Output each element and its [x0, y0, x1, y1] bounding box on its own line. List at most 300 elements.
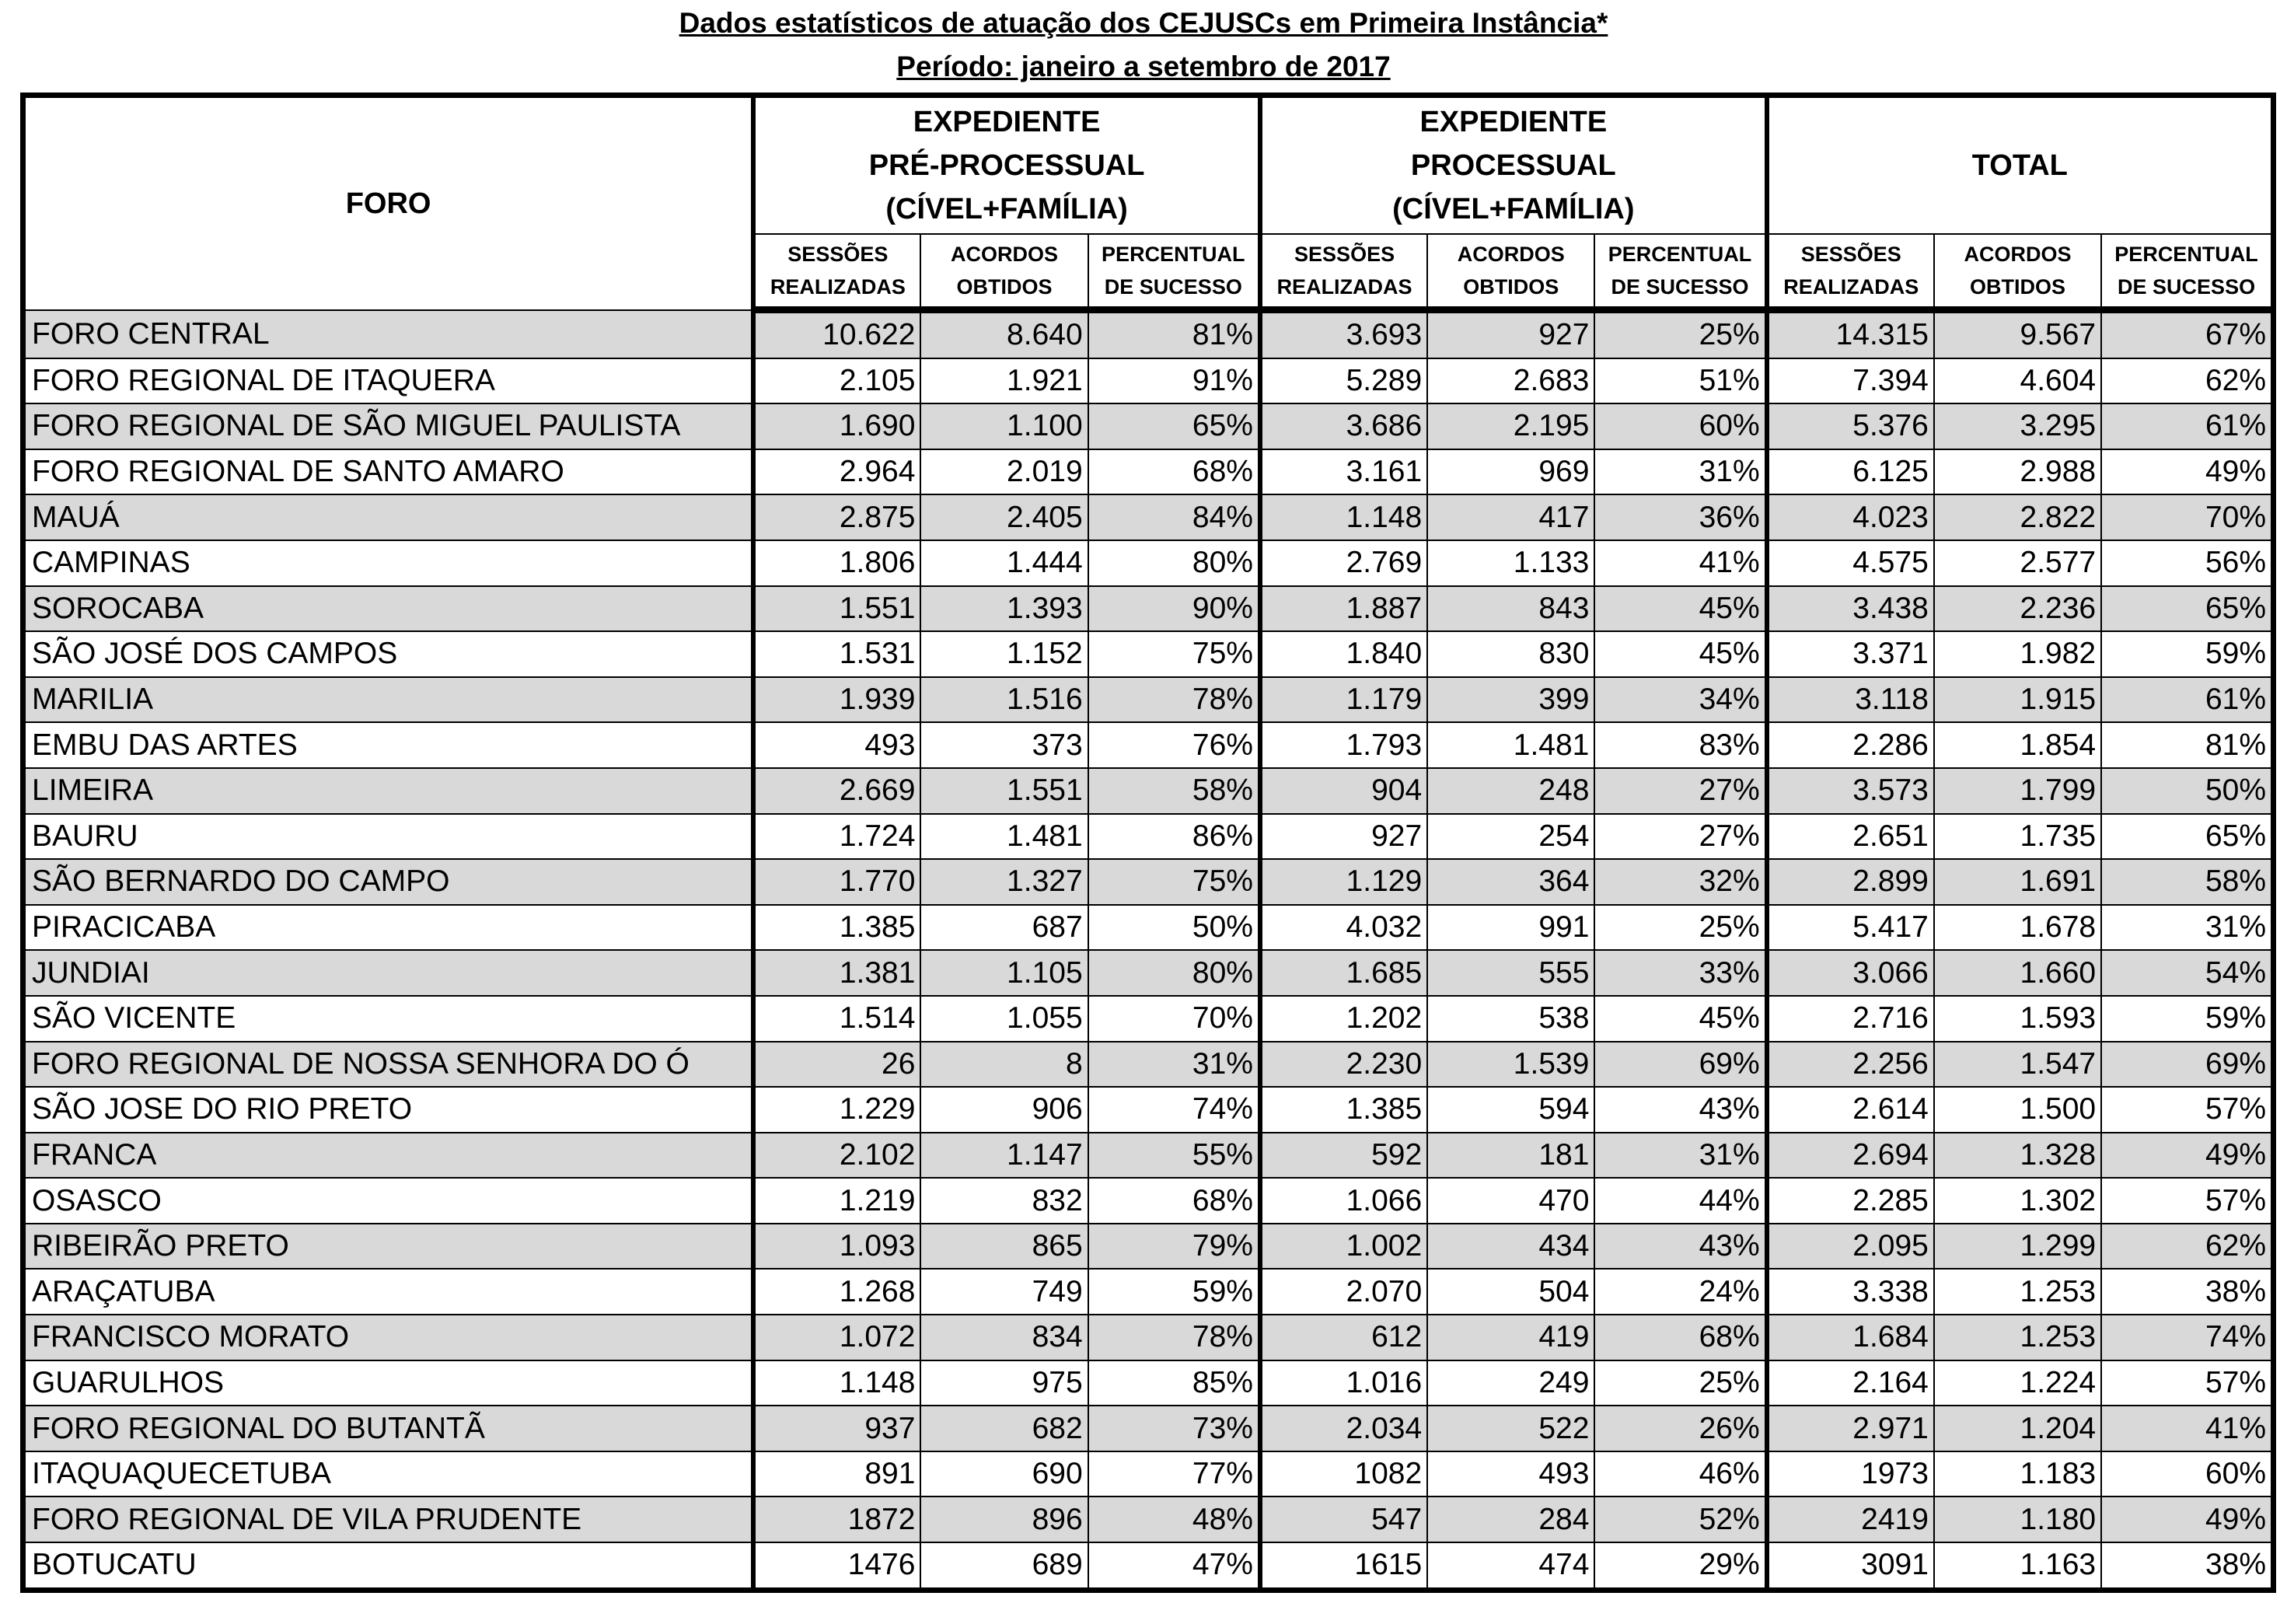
cell-total-percentual-de-sucesso: 54% [2101, 950, 2273, 996]
cell-pre-percentual-de-sucesso: 68% [1088, 1178, 1260, 1224]
table-row [23, 1497, 2274, 1542]
cell-total-sessoes-realizadas: 2.694 [1767, 1133, 1934, 1179]
cell-total-acordos-obtidos: 1.328 [1934, 1133, 2101, 1179]
cell-pre-acordos-obtidos: 1.921 [920, 358, 1088, 404]
cell-pre-acordos-obtidos: 1.481 [920, 814, 1088, 860]
cell-proc-acordos-obtidos: 1.539 [1427, 1042, 1594, 1088]
cell-proc-sessoes-realizadas: 1.066 [1260, 1178, 1427, 1224]
cell-total-sessoes-realizadas: 3.118 [1767, 677, 1934, 723]
cell-pre-percentual-de-sucesso: 68% [1088, 449, 1260, 495]
foro-name: FORO CENTRAL [23, 310, 754, 358]
table-row [23, 1042, 2274, 1088]
foro-name: ITAQUAQUECETUBA [23, 1451, 754, 1497]
cell-pre-acordos-obtidos: 1.444 [920, 540, 1088, 586]
cell-total-sessoes-realizadas: 2.286 [1767, 722, 1934, 768]
cell-pre-sessoes-realizadas: 1.229 [753, 1087, 920, 1133]
cell-proc-percentual-de-sucesso: 45% [1594, 996, 1766, 1042]
cell-proc-percentual-de-sucesso: 46% [1594, 1451, 1766, 1497]
cell-total-acordos-obtidos: 1.691 [1934, 859, 2101, 905]
cell-total-percentual-de-sucesso: 65% [2101, 586, 2273, 632]
header-processual [1260, 96, 1767, 235]
cell-pre-acordos-obtidos: 865 [920, 1224, 1088, 1270]
cell-total-sessoes-realizadas: 6.125 [1767, 449, 1934, 495]
subheader-line: PERCENTUAL [1102, 243, 1245, 266]
cell-pre-acordos-obtidos: 1.100 [920, 403, 1088, 449]
cell-proc-percentual-de-sucesso: 60% [1594, 403, 1766, 449]
document-subtitle: Período: janeiro a setembro de 2017 [896, 51, 1391, 82]
cell-proc-percentual-de-sucesso: 26% [1594, 1406, 1766, 1451]
table-row [23, 494, 2274, 540]
cell-pre-percentual-de-sucesso: 78% [1088, 677, 1260, 723]
cell-total-acordos-obtidos: 1.253 [1934, 1315, 2101, 1360]
cell-pre-sessoes-realizadas: 891 [753, 1451, 920, 1497]
cell-total-sessoes-realizadas: 4.575 [1767, 540, 1934, 586]
cell-proc-sessoes-realizadas: 3.693 [1260, 310, 1427, 358]
cell-pre-percentual-de-sucesso: 76% [1088, 722, 1260, 768]
cell-proc-percentual-de-sucesso: 45% [1594, 586, 1766, 632]
cell-proc-percentual-de-sucesso: 25% [1594, 1360, 1766, 1406]
cell-pre-acordos-obtidos: 1.551 [920, 768, 1088, 814]
cell-pre-sessoes-realizadas: 1.690 [753, 403, 920, 449]
cell-proc-acordos-obtidos: 417 [1427, 494, 1594, 540]
subheader-line: SESSÕES [1800, 243, 1901, 266]
header-foro: FORO [23, 96, 754, 310]
cell-proc-percentual-de-sucesso: 32% [1594, 859, 1766, 905]
cell-pre-percentual-de-sucesso: 85% [1088, 1360, 1260, 1406]
header-pre-line-3: (CÍVEL+FAMÍLIA) [885, 193, 1128, 225]
cell-proc-sessoes-realizadas: 1.385 [1260, 1087, 1427, 1133]
cell-proc-acordos-obtidos: 504 [1427, 1269, 1594, 1315]
cell-pre-percentual-de-sucesso: 59% [1088, 1269, 1260, 1315]
cell-pre-percentual-de-sucesso: 48% [1088, 1497, 1260, 1542]
cell-pre-acordos-obtidos: 690 [920, 1451, 1088, 1497]
cell-proc-sessoes-realizadas: 1.148 [1260, 494, 1427, 540]
table-row [23, 1406, 2274, 1451]
subheader-line: OBTIDOS [1463, 275, 1559, 299]
cell-pre-acordos-obtidos: 687 [920, 905, 1088, 951]
cell-total-percentual-de-sucesso: 62% [2101, 358, 2273, 404]
cell-total-acordos-obtidos: 1.593 [1934, 996, 2101, 1042]
cell-pre-acordos-obtidos: 8 [920, 1042, 1088, 1088]
table-row [23, 1178, 2274, 1224]
cell-proc-acordos-obtidos: 254 [1427, 814, 1594, 860]
cell-total-sessoes-realizadas: 3.438 [1767, 586, 1934, 632]
subheader-line: ACORDOS [1964, 243, 2072, 266]
cell-proc-acordos-obtidos: 434 [1427, 1224, 1594, 1270]
subheader-line: DE SUCESSO [1611, 275, 1749, 299]
cell-total-percentual-de-sucesso: 62% [2101, 1224, 2273, 1270]
cell-proc-percentual-de-sucesso: 68% [1594, 1315, 1766, 1360]
subheader-line: ACORDOS [1457, 243, 1565, 266]
cell-proc-acordos-obtidos: 2.195 [1427, 403, 1594, 449]
cell-proc-sessoes-realizadas: 1.840 [1260, 631, 1427, 677]
cell-total-percentual-de-sucesso: 69% [2101, 1042, 2273, 1088]
cell-proc-acordos-obtidos: 181 [1427, 1133, 1594, 1179]
cell-total-sessoes-realizadas: 7.394 [1767, 358, 1934, 404]
cell-proc-sessoes-realizadas: 1.202 [1260, 996, 1427, 1042]
cell-total-sessoes-realizadas: 14.315 [1767, 310, 1934, 358]
table-row [23, 1542, 2274, 1590]
foro-name: FORO REGIONAL DE VILA PRUDENTE [23, 1497, 754, 1542]
table-row [23, 1451, 2274, 1497]
subheader-proc-percentual-de-sucesso [1594, 234, 1766, 310]
foro-name: BOTUCATU [23, 1542, 754, 1590]
cell-total-sessoes-realizadas: 2.614 [1767, 1087, 1934, 1133]
subheader-line: PERCENTUAL [2114, 243, 2258, 266]
cell-total-acordos-obtidos: 3.295 [1934, 403, 2101, 449]
foro-name: BAURU [23, 814, 754, 860]
cell-proc-percentual-de-sucesso: 31% [1594, 1133, 1766, 1179]
cell-proc-sessoes-realizadas: 1.179 [1260, 677, 1427, 723]
cell-pre-acordos-obtidos: 975 [920, 1360, 1088, 1406]
cell-total-percentual-de-sucesso: 49% [2101, 1133, 2273, 1179]
cell-total-percentual-de-sucesso: 57% [2101, 1178, 2273, 1224]
cell-pre-sessoes-realizadas: 1872 [753, 1497, 920, 1542]
cell-proc-acordos-obtidos: 474 [1427, 1542, 1594, 1590]
foro-name: MAUÁ [23, 494, 754, 540]
cell-proc-sessoes-realizadas: 927 [1260, 814, 1427, 860]
table-row [23, 403, 2274, 449]
cell-total-acordos-obtidos: 4.604 [1934, 358, 2101, 404]
cell-pre-sessoes-realizadas: 1.770 [753, 859, 920, 905]
subheader-total-acordos-obtidos [1934, 234, 2101, 310]
cell-pre-percentual-de-sucesso: 78% [1088, 1315, 1260, 1360]
header-pre-processual [753, 96, 1260, 235]
foro-name: EMBU DAS ARTES [23, 722, 754, 768]
cell-proc-acordos-obtidos: 284 [1427, 1497, 1594, 1542]
cell-pre-acordos-obtidos: 2.019 [920, 449, 1088, 495]
statistics-table [20, 93, 2276, 1593]
cell-proc-sessoes-realizadas: 2.230 [1260, 1042, 1427, 1088]
subheader-line: REALIZADAS [1276, 275, 1412, 299]
cell-proc-percentual-de-sucesso: 34% [1594, 677, 1766, 723]
cell-total-sessoes-realizadas: 3.066 [1767, 950, 1934, 996]
foro-name: SÃO JOSÉ DOS CAMPOS [23, 631, 754, 677]
subheader-line: SESSÕES [1294, 243, 1395, 266]
cell-proc-percentual-de-sucesso: 69% [1594, 1042, 1766, 1088]
table-row [23, 449, 2274, 495]
cell-proc-percentual-de-sucesso: 43% [1594, 1224, 1766, 1270]
cell-pre-sessoes-realizadas: 1.381 [753, 950, 920, 996]
cell-total-acordos-obtidos: 9.567 [1934, 310, 2101, 358]
subheader-total-sessoes-realizadas [1767, 234, 1934, 310]
cell-total-percentual-de-sucesso: 70% [2101, 494, 2273, 540]
header-pre-line-1: EXPEDIENTE [913, 106, 1101, 138]
subheader-proc-sessoes-realizadas [1260, 234, 1427, 310]
header-proc-line-1: EXPEDIENTE [1419, 106, 1608, 138]
cell-pre-sessoes-realizadas: 1476 [753, 1542, 920, 1590]
cell-pre-percentual-de-sucesso: 65% [1088, 403, 1260, 449]
cell-total-acordos-obtidos: 2.822 [1934, 494, 2101, 540]
cell-proc-sessoes-realizadas: 592 [1260, 1133, 1427, 1179]
cell-total-sessoes-realizadas: 4.023 [1767, 494, 1934, 540]
cell-total-acordos-obtidos: 1.253 [1934, 1269, 2101, 1315]
cell-proc-sessoes-realizadas: 3.686 [1260, 403, 1427, 449]
cell-proc-sessoes-realizadas: 2.034 [1260, 1406, 1427, 1451]
cell-proc-sessoes-realizadas: 904 [1260, 768, 1427, 814]
cell-total-percentual-de-sucesso: 81% [2101, 722, 2273, 768]
cell-proc-percentual-de-sucesso: 31% [1594, 449, 1766, 495]
cell-pre-percentual-de-sucesso: 77% [1088, 1451, 1260, 1497]
cell-total-percentual-de-sucesso: 49% [2101, 1497, 2273, 1542]
header-pre-line-2: PRÉ-PROCESSUAL [868, 149, 1145, 182]
foro-name: FORO REGIONAL DE SANTO AMARO [23, 449, 754, 495]
cell-total-acordos-obtidos: 1.660 [1934, 950, 2101, 996]
subheader-line: DE SUCESSO [1104, 275, 1242, 299]
cell-pre-sessoes-realizadas: 1.072 [753, 1315, 920, 1360]
cell-total-sessoes-realizadas: 3.371 [1767, 631, 1934, 677]
cell-pre-acordos-obtidos: 1.055 [920, 996, 1088, 1042]
table-row [23, 310, 2274, 358]
cell-proc-sessoes-realizadas: 1.685 [1260, 950, 1427, 996]
foro-name: FORO REGIONAL DE SÃO MIGUEL PAULISTA [23, 403, 754, 449]
cell-proc-acordos-obtidos: 2.683 [1427, 358, 1594, 404]
cell-pre-acordos-obtidos: 1.516 [920, 677, 1088, 723]
cell-total-acordos-obtidos: 1.180 [1934, 1497, 2101, 1542]
cell-pre-sessoes-realizadas: 26 [753, 1042, 920, 1088]
cell-total-percentual-de-sucesso: 31% [2101, 905, 2273, 951]
document-title: Dados estatísticos de atuação dos CEJUSCs em Primeira Instância* [679, 7, 1608, 39]
foro-name: JUNDIAI [23, 950, 754, 996]
cell-proc-percentual-de-sucesso: 51% [1594, 358, 1766, 404]
subheader-line: REALIZADAS [770, 275, 906, 299]
cell-proc-percentual-de-sucesso: 44% [1594, 1178, 1766, 1224]
cell-total-percentual-de-sucesso: 61% [2101, 677, 2273, 723]
foro-name: MARILIA [23, 677, 754, 723]
cell-pre-sessoes-realizadas: 1.385 [753, 905, 920, 951]
cell-total-acordos-obtidos: 2.988 [1934, 449, 2101, 495]
cell-pre-percentual-de-sucesso: 84% [1088, 494, 1260, 540]
cell-total-acordos-obtidos: 1.500 [1934, 1087, 2101, 1133]
cell-proc-sessoes-realizadas: 1.793 [1260, 722, 1427, 768]
subheader-pre-sessoes-realizadas [753, 234, 920, 310]
cell-total-sessoes-realizadas: 2.164 [1767, 1360, 1934, 1406]
cell-pre-percentual-de-sucesso: 81% [1088, 310, 1260, 358]
cell-pre-percentual-de-sucesso: 55% [1088, 1133, 1260, 1179]
cell-proc-percentual-de-sucesso: 29% [1594, 1542, 1766, 1590]
cell-total-acordos-obtidos: 1.204 [1934, 1406, 2101, 1451]
cell-total-sessoes-realizadas: 5.376 [1767, 403, 1934, 449]
subheader-line: SESSÕES [787, 243, 889, 266]
foro-name: FRANCISCO MORATO [23, 1315, 754, 1360]
cell-total-percentual-de-sucesso: 57% [2101, 1360, 2273, 1406]
cell-total-sessoes-realizadas: 3.573 [1767, 768, 1934, 814]
foro-name: ARAÇATUBA [23, 1269, 754, 1315]
cell-total-percentual-de-sucesso: 59% [2101, 996, 2273, 1042]
cell-proc-acordos-obtidos: 364 [1427, 859, 1594, 905]
cell-total-acordos-obtidos: 1.224 [1934, 1360, 2101, 1406]
foro-name: SOROCABA [23, 586, 754, 632]
cell-total-sessoes-realizadas: 2.095 [1767, 1224, 1934, 1270]
cell-total-sessoes-realizadas: 2.256 [1767, 1042, 1934, 1088]
foro-name: FORO REGIONAL DE ITAQUERA [23, 358, 754, 404]
cell-pre-sessoes-realizadas: 1.531 [753, 631, 920, 677]
cell-proc-acordos-obtidos: 248 [1427, 768, 1594, 814]
cell-pre-sessoes-realizadas: 1.806 [753, 540, 920, 586]
table-row [23, 814, 2274, 860]
table-body [23, 310, 2274, 1591]
cell-pre-sessoes-realizadas: 1.551 [753, 586, 920, 632]
table-row [23, 1087, 2274, 1133]
table-row [23, 1133, 2274, 1179]
table-row [23, 631, 2274, 677]
cell-proc-acordos-obtidos: 927 [1427, 310, 1594, 358]
cell-total-acordos-obtidos: 2.577 [1934, 540, 2101, 586]
cell-proc-sessoes-realizadas: 1.887 [1260, 586, 1427, 632]
cell-total-sessoes-realizadas: 1.684 [1767, 1315, 1934, 1360]
table-row [23, 905, 2274, 951]
cell-pre-sessoes-realizadas: 1.724 [753, 814, 920, 860]
cell-total-percentual-de-sucesso: 57% [2101, 1087, 2273, 1133]
table-row [23, 996, 2274, 1042]
cell-total-percentual-de-sucesso: 74% [2101, 1315, 2273, 1360]
foro-name: FRANCA [23, 1133, 754, 1179]
foro-name: SÃO JOSE DO RIO PRETO [23, 1087, 754, 1133]
cell-proc-percentual-de-sucesso: 25% [1594, 905, 1766, 951]
foro-name: SÃO BERNARDO DO CAMPO [23, 859, 754, 905]
foro-name: RIBEIRÃO PRETO [23, 1224, 754, 1270]
cell-total-percentual-de-sucesso: 38% [2101, 1269, 2273, 1315]
cell-total-acordos-obtidos: 1.982 [1934, 631, 2101, 677]
cell-pre-acordos-obtidos: 832 [920, 1178, 1088, 1224]
foro-name: SÃO VICENTE [23, 996, 754, 1042]
table-row [23, 1269, 2274, 1315]
table-row [23, 586, 2274, 632]
cell-total-percentual-de-sucesso: 50% [2101, 768, 2273, 814]
foro-name: PIRACICABA [23, 905, 754, 951]
cell-proc-sessoes-realizadas: 547 [1260, 1497, 1427, 1542]
cell-total-acordos-obtidos: 1.799 [1934, 768, 2101, 814]
cell-proc-percentual-de-sucesso: 45% [1594, 631, 1766, 677]
cell-proc-percentual-de-sucesso: 27% [1594, 814, 1766, 860]
cell-pre-sessoes-realizadas: 1.148 [753, 1360, 920, 1406]
cell-proc-sessoes-realizadas: 1082 [1260, 1451, 1427, 1497]
cell-proc-sessoes-realizadas: 1.129 [1260, 859, 1427, 905]
cell-total-percentual-de-sucesso: 58% [2101, 859, 2273, 905]
subheader-line: OBTIDOS [956, 275, 1053, 299]
cell-pre-percentual-de-sucesso: 80% [1088, 950, 1260, 996]
cell-pre-sessoes-realizadas: 1.268 [753, 1269, 920, 1315]
cell-proc-percentual-de-sucesso: 83% [1594, 722, 1766, 768]
cell-proc-sessoes-realizadas: 1.016 [1260, 1360, 1427, 1406]
cell-total-acordos-obtidos: 1.678 [1934, 905, 2101, 951]
cell-proc-sessoes-realizadas: 1.002 [1260, 1224, 1427, 1270]
cell-pre-acordos-obtidos: 1.147 [920, 1133, 1088, 1179]
cell-total-acordos-obtidos: 2.236 [1934, 586, 2101, 632]
subheader-proc-acordos-obtidos [1427, 234, 1594, 310]
cell-pre-percentual-de-sucesso: 90% [1088, 586, 1260, 632]
cell-proc-acordos-obtidos: 991 [1427, 905, 1594, 951]
cell-proc-acordos-obtidos: 843 [1427, 586, 1594, 632]
cell-total-percentual-de-sucesso: 38% [2101, 1542, 2273, 1590]
cell-pre-acordos-obtidos: 682 [920, 1406, 1088, 1451]
cell-proc-percentual-de-sucesso: 36% [1594, 494, 1766, 540]
cell-pre-acordos-obtidos: 8.640 [920, 310, 1088, 358]
cell-total-sessoes-realizadas: 5.417 [1767, 905, 1934, 951]
cell-proc-percentual-de-sucesso: 33% [1594, 950, 1766, 996]
cell-total-percentual-de-sucesso: 67% [2101, 310, 2273, 358]
cell-total-acordos-obtidos: 1.854 [1934, 722, 2101, 768]
cell-total-acordos-obtidos: 1.163 [1934, 1542, 2101, 1590]
header-group-row [23, 96, 2274, 235]
cell-proc-percentual-de-sucesso: 24% [1594, 1269, 1766, 1315]
cell-pre-percentual-de-sucesso: 91% [1088, 358, 1260, 404]
cell-total-sessoes-realizadas: 2.651 [1767, 814, 1934, 860]
cell-proc-sessoes-realizadas: 3.161 [1260, 449, 1427, 495]
cell-pre-sessoes-realizadas: 10.622 [753, 310, 920, 358]
cell-proc-acordos-obtidos: 419 [1427, 1315, 1594, 1360]
cell-pre-percentual-de-sucesso: 86% [1088, 814, 1260, 860]
subheader-total-percentual-de-sucesso [2101, 234, 2273, 310]
cell-pre-acordos-obtidos: 1.152 [920, 631, 1088, 677]
cell-pre-sessoes-realizadas: 1.219 [753, 1178, 920, 1224]
cell-proc-percentual-de-sucesso: 43% [1594, 1087, 1766, 1133]
subheader-line: OBTIDOS [1969, 275, 2065, 299]
cell-proc-acordos-obtidos: 538 [1427, 996, 1594, 1042]
table-row [23, 1224, 2274, 1270]
cell-total-acordos-obtidos: 1.547 [1934, 1042, 2101, 1088]
cell-pre-percentual-de-sucesso: 75% [1088, 859, 1260, 905]
cell-pre-acordos-obtidos: 2.405 [920, 494, 1088, 540]
cell-pre-sessoes-realizadas: 1.514 [753, 996, 920, 1042]
cell-total-percentual-de-sucesso: 59% [2101, 631, 2273, 677]
cell-total-percentual-de-sucesso: 41% [2101, 1406, 2273, 1451]
foro-name: LIMEIRA [23, 768, 754, 814]
cell-proc-percentual-de-sucesso: 41% [1594, 540, 1766, 586]
cell-proc-acordos-obtidos: 470 [1427, 1178, 1594, 1224]
cell-total-sessoes-realizadas: 2419 [1767, 1497, 1934, 1542]
cell-pre-acordos-obtidos: 834 [920, 1315, 1088, 1360]
cell-pre-acordos-obtidos: 749 [920, 1269, 1088, 1315]
cell-total-sessoes-realizadas: 1973 [1767, 1451, 1934, 1497]
cell-pre-sessoes-realizadas: 2.105 [753, 358, 920, 404]
cell-pre-sessoes-realizadas: 1.939 [753, 677, 920, 723]
cell-proc-acordos-obtidos: 969 [1427, 449, 1594, 495]
header-total: TOTAL [1767, 96, 2274, 235]
cell-total-acordos-obtidos: 1.735 [1934, 814, 2101, 860]
cell-pre-sessoes-realizadas: 937 [753, 1406, 920, 1451]
cell-pre-acordos-obtidos: 1.327 [920, 859, 1088, 905]
cell-proc-sessoes-realizadas: 5.289 [1260, 358, 1427, 404]
cell-pre-percentual-de-sucesso: 58% [1088, 768, 1260, 814]
cell-pre-acordos-obtidos: 373 [920, 722, 1088, 768]
cell-proc-sessoes-realizadas: 4.032 [1260, 905, 1427, 951]
cell-pre-acordos-obtidos: 896 [920, 1497, 1088, 1542]
cell-proc-sessoes-realizadas: 2.070 [1260, 1269, 1427, 1315]
cell-pre-percentual-de-sucesso: 74% [1088, 1087, 1260, 1133]
table-row [23, 1360, 2274, 1406]
cell-pre-sessoes-realizadas: 1.093 [753, 1224, 920, 1270]
cell-proc-sessoes-realizadas: 612 [1260, 1315, 1427, 1360]
cell-total-sessoes-realizadas: 3091 [1767, 1542, 1934, 1590]
table-row [23, 768, 2274, 814]
table-row [23, 722, 2274, 768]
cell-pre-percentual-de-sucesso: 73% [1088, 1406, 1260, 1451]
cell-total-acordos-obtidos: 1.915 [1934, 677, 2101, 723]
cell-proc-acordos-obtidos: 594 [1427, 1087, 1594, 1133]
cell-total-percentual-de-sucesso: 61% [2101, 403, 2273, 449]
cell-proc-acordos-obtidos: 249 [1427, 1360, 1594, 1406]
cell-pre-percentual-de-sucesso: 47% [1088, 1542, 1260, 1590]
cell-pre-sessoes-realizadas: 2.669 [753, 768, 920, 814]
foro-name: FORO REGIONAL DO BUTANTÃ [23, 1406, 754, 1451]
cell-pre-percentual-de-sucesso: 75% [1088, 631, 1260, 677]
foro-name: FORO REGIONAL DE NOSSA SENHORA DO Ó [23, 1042, 754, 1088]
cell-pre-acordos-obtidos: 1.393 [920, 586, 1088, 632]
subheader-line: ACORDOS [951, 243, 1059, 266]
cell-pre-sessoes-realizadas: 2.964 [753, 449, 920, 495]
table-row [23, 677, 2274, 723]
